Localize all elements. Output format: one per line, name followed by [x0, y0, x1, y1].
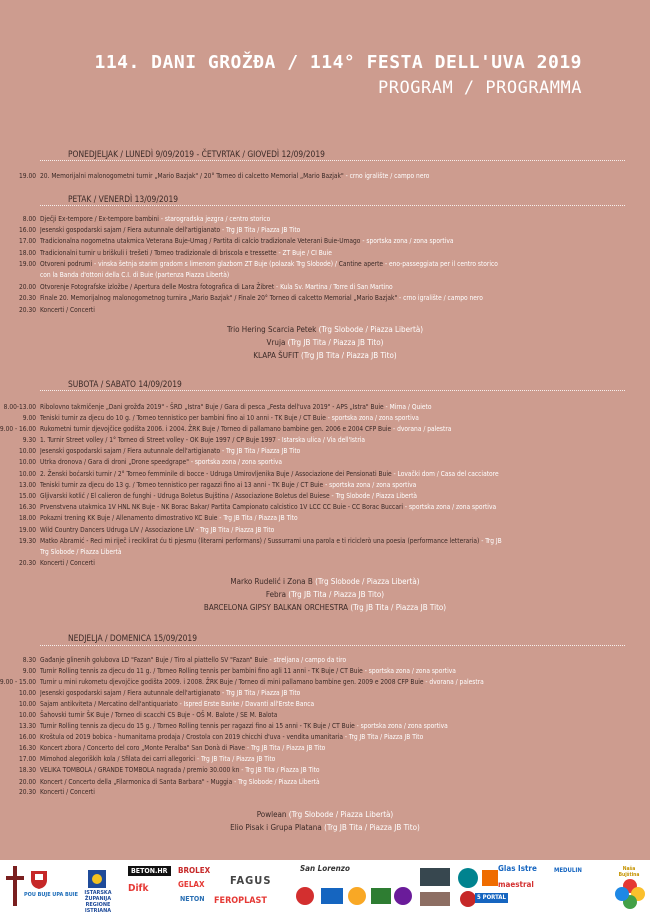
event-place: - crno igralište / campo nero: [343, 172, 430, 180]
event-title: VELIKA TOMBOLA / GRANDE TOMBOLA nagrada / premio 30.000 kn: [40, 766, 240, 774]
event-time: 9.00 - 15.00: [0, 678, 36, 686]
event-place: - Trg JB Tita / Piazza JB Tito: [195, 755, 276, 763]
event-text: [40, 677, 632, 687]
event-place: - Trg JB Tita / Piazza JB Tito: [220, 689, 301, 697]
event-title: Matko Abramić - Reci mi riječ i reciklirat ću ti pjesmu (literarni performans) / Sussurrami una parola e ti riciclerò una poesia (performance letteraria): [40, 537, 480, 545]
event-title: Teniski turnir za djecu do 10 g. / Torneo tennistico per bambini fino ai 10 anni - TK Buje / CT Buie: [40, 414, 326, 422]
event-place: - Trg JB Tita / Piazza JB Tito: [220, 226, 301, 234]
event-row: [0, 721, 650, 731]
event-text: [40, 305, 632, 315]
event-time: 16.00: [19, 733, 36, 741]
event-place: - vinska šetnja starim gradom s limenom glazbom ZT Buje (polazak Trg Slobode) /: [92, 260, 339, 268]
event-time: 19.00: [19, 526, 36, 534]
event-text: [40, 293, 632, 303]
performer-line: [0, 338, 650, 347]
event-title: Kroštula od 2019 bobica - humanitarna prodaja / Crostola con 2019 chicchi d'uva - vendita umanitaria: [40, 733, 343, 741]
event-time: 16.30: [19, 744, 36, 752]
event-text: [40, 236, 632, 246]
sponsor-footer: [0, 860, 650, 918]
event-title: Dječji Ex-tempore / Ex-tempore bambini: [40, 215, 159, 223]
event-place: con la Banda d'ottoni della C.I. di Buie (partenza Piazza Libertà): [40, 271, 230, 279]
maestral-logo: maestral: [498, 880, 534, 889]
event-text: [40, 413, 632, 423]
event-row: [0, 424, 650, 434]
event-text: [40, 699, 632, 709]
event-text: [40, 469, 632, 479]
event-place: - Trg Slobode / Piazza Libertà: [329, 492, 418, 500]
istra-goat-icon: [88, 870, 106, 888]
sponsor-marks-icon: [295, 882, 415, 912]
event-place: - Istarska ulica / Via dell'Istria: [275, 436, 366, 444]
event-title: Otvorenje Fotografske izložbe / Apertura delle Mostra fotografica di Lara Žibret: [40, 283, 275, 291]
performer-name: Febra: [265, 590, 286, 599]
cross-icon: [6, 866, 24, 906]
event-place: - sportska zona / zona sportiva: [323, 481, 417, 489]
event-time: 20.30: [19, 294, 36, 302]
event-time: 9.30: [22, 436, 36, 444]
event-title: Rukometni turnir djevojčice godišta 2006. i 2004. ŽRK Buje / Torneo di pallamano bambine gen. 2006 e 2004 CFP Buie: [40, 425, 392, 433]
event-title: Teniski turnir za djecu do 13 g. / Torneo tennistico per ragazzi fino ai 13 anni - TK Buje / CT Buie: [40, 481, 324, 489]
event-title: Tradicionalna nogometna utakmica Veterana Buje-Umag / Partita di calcio tradizionale Veterani Buie-Umago: [40, 237, 361, 245]
event-text: [40, 513, 632, 523]
event-place: - Lovački dom / Casa del cacciatore: [391, 470, 499, 478]
event-title: Šahovski turnir ŠK Buje / Torneo di scacchi CS Buje - OŠ M. Balote / SE M. Balota: [40, 711, 278, 719]
event-text: [40, 270, 632, 280]
event-time: 18.00: [19, 514, 36, 522]
event-row: [0, 732, 650, 742]
event-row: [0, 655, 650, 665]
event-text: [40, 171, 632, 181]
performer-name: BARCELONA GIPSY BALKAN ORCHESTRA: [203, 603, 349, 612]
performer-name: Vruja: [266, 338, 286, 347]
performer-name: KLAPA ŠUFIT: [253, 351, 299, 360]
event-row: [0, 248, 650, 258]
event-time: 16.30: [19, 503, 36, 511]
event-text: [40, 502, 632, 512]
event-time: 8.00: [22, 215, 36, 223]
glas-istre-logo: Glas Istre: [498, 864, 537, 873]
event-row: [0, 413, 650, 423]
page-title: 114. DANI GROŽĐA / 114° FESTA DELL'UVA 2019: [94, 52, 582, 73]
flower-icon: [614, 878, 646, 910]
event-place: - sportska zona / zona sportiva: [403, 503, 497, 511]
event-title: Otvoreni podrumi: [40, 260, 93, 268]
event-text: [40, 248, 632, 258]
event-text: [40, 435, 632, 445]
event-text: [40, 558, 632, 568]
event-row: [0, 536, 650, 546]
beton-logo: BETON.HR: [128, 866, 171, 876]
event-title: 1. Turnir Street volley / 1° Torneo di Street volley - OK Buje 1997 / CP Buje 1997: [40, 436, 276, 444]
event-row: [0, 491, 650, 501]
city-shield-icon: [30, 870, 48, 890]
event-time: 20.30: [19, 788, 36, 796]
event-text: [40, 536, 632, 546]
event-text: [40, 710, 632, 720]
event-place: - Trg JB Tita / Piazza JB Tito: [245, 744, 326, 752]
event-row: [0, 710, 650, 720]
event-title: Koncert zbora / Concerto del coro „Monte Peralba" San Donà di Piave: [40, 744, 246, 752]
event-title: Turnir u mini rukometu djevojčice godišta 2009. i 2008. ŽRK Buje / Torneo di mini pallamano bambine gen. 2009 e 2008 CFP Buie: [40, 678, 424, 686]
event-text: [40, 282, 632, 292]
event-row: [0, 293, 650, 303]
feroplast-logo: FEROPLAST: [214, 896, 267, 906]
event-title: Gljivarski kotlić / El calieron de funghi - Udruga Boletus Bujština / Associazione Boletus del Buiese: [40, 492, 330, 500]
event-row: [0, 765, 650, 775]
event-time: 8.30: [22, 656, 36, 664]
performer-line: [0, 823, 650, 832]
event-text: [40, 547, 632, 557]
event-title: Jesenski gospodarski sajam / Fiera autunnale dell'artigianato: [40, 447, 221, 455]
event-text: [40, 446, 632, 456]
event-row: [0, 214, 650, 224]
event-time: 13.30: [19, 722, 36, 730]
event-place: - Trg JB Tita / Piazza JB Tito: [220, 447, 301, 455]
event-time: 9.00 - 16.00: [0, 425, 36, 433]
event-text: [40, 480, 632, 490]
event-time: 18.00: [19, 249, 36, 257]
event-row: [0, 225, 650, 235]
event-row: [0, 480, 650, 490]
event-place: - Trg JB Tita / Piazza JB Tito: [194, 526, 275, 534]
event-title: Gađanje glinenih golubova LD "Fazan" Buje / Tiro al piattello SV "Fazan" Buie: [40, 656, 268, 664]
event-place: - sportska zona / zona sportiva: [325, 414, 419, 422]
event-time: 9.00: [22, 414, 36, 422]
event-text: [40, 214, 632, 224]
event-time: 10.00: [19, 470, 36, 478]
event-row: [0, 446, 650, 456]
event-place: - crno igralište / campo nero: [397, 294, 483, 302]
event-row: [0, 402, 650, 412]
event-time: 19.30: [19, 537, 36, 545]
event-row: [0, 282, 650, 292]
event-row: [0, 699, 650, 709]
performer-name: Trio Hering Scarcia Petek: [226, 325, 317, 334]
event-title-2: Cantine aperte: [338, 260, 384, 268]
event-row: [0, 787, 650, 797]
event-row: [0, 457, 650, 467]
event-text: [40, 777, 632, 787]
event-time: 19.00: [19, 172, 36, 180]
event-title: Turnir Rolling tennis za djecu do 11 g. / Torneo Rolling tennis per bambini fino agli 11 anni - TK Buje / CT Buie: [40, 667, 363, 675]
event-place: - dvorana / palestra: [423, 678, 484, 686]
event-row: [0, 305, 650, 315]
event-title: Mimohod alegoriških kola / Sfilata dei carri allegorici: [40, 755, 196, 763]
performer-line: [0, 590, 650, 599]
event-time: 18.30: [19, 766, 36, 774]
event-title: Prvenstvena utakmica 1V HNL NK Buje - NK Borac Bakar/ Partita Campionato calcistico 1V LCC CC Buie - CC Borac Buccari: [40, 503, 404, 511]
event-title: Ribolovno takmičenje „Dani grožđa 2019" - ŠRD „Istra" Buje / Gara di pesca „Festa dell'uva 2019" - APS „Istra" Buie: [40, 403, 384, 411]
event-place: - starogradska jezgra / centro storico: [158, 215, 271, 223]
event-text: [40, 743, 632, 753]
event-time: 19.00: [19, 260, 36, 268]
divider: [40, 390, 625, 391]
divider: [40, 160, 625, 161]
neton-logo: NETON: [180, 895, 205, 903]
event-time: 9.00: [22, 667, 36, 675]
event-title: Koncerti / Concerti: [40, 306, 95, 314]
performer-name: Powlean: [256, 810, 287, 819]
event-place: - Mirna / Quieto: [383, 403, 432, 411]
performer-line: [0, 603, 650, 612]
brolex-logo: BROLEX: [178, 866, 211, 875]
event-row: [0, 469, 650, 479]
event-text: [40, 525, 632, 535]
event-title: Tradicionalni turnir u briškuli i trešeti / Torneo tradizionale di briscola e tressette: [40, 249, 277, 257]
event-place: - Kula Sv. Martina / Torre di San Martino: [274, 283, 393, 291]
divider: [40, 205, 625, 206]
event-time: 20.00: [19, 283, 36, 291]
event-row: [0, 435, 650, 445]
event-row: [0, 236, 650, 246]
event-place: Trg Slobode / Piazza Libertà: [40, 548, 122, 556]
event-row: [0, 259, 650, 269]
event-title: Jesenski gospodarski sajam / Fiera autunnale dell'artigianato: [40, 226, 221, 234]
event-time: 20.30: [19, 306, 36, 314]
event-title: Koncert / Concerto della „Filarmonica di Santa Barbara" - Muggia: [40, 778, 233, 786]
event-text: [40, 424, 632, 434]
event-place: - streljana / campo da tiro: [267, 656, 347, 664]
event-title: 20. Memorijalni malonogometni turnir „Mario Bazjak" / 20° Torneo di calcetto Memorial „Mario Bazjak": [40, 172, 344, 180]
event-place: - dvorana / palestra: [391, 425, 452, 433]
event-place: - Trg JB: [479, 537, 502, 545]
event-row: [0, 754, 650, 764]
day-heading: PETAK / VENERDÌ 13/09/2019: [68, 194, 179, 204]
event-place: - sportska zona / zona sportiva: [188, 458, 282, 466]
portal-logo: 5 PORTAL: [477, 894, 506, 901]
performer-line: [0, 577, 650, 586]
performer-place: (Trg JB Tita / Piazza JB Tito): [285, 338, 384, 347]
event-row: [0, 547, 650, 557]
event-time: 10.00: [19, 458, 36, 466]
day-heading: SUBOTA / SABATO 14/09/2019: [68, 379, 182, 389]
event-row: [0, 666, 650, 676]
event-time: 10.00: [19, 447, 36, 455]
performer-place: (Trg Slobode / Piazza Libertà): [286, 810, 394, 819]
event-title: Koncerti / Concerti: [40, 559, 95, 567]
event-time: 13.00: [19, 481, 36, 489]
event-title: Koncerti / Concerti: [40, 788, 95, 796]
event-time: 17.00: [19, 755, 36, 763]
event-row: [0, 270, 650, 280]
performer-place: (Trg Slobode / Piazza Libertà): [312, 577, 420, 586]
event-text: [40, 765, 632, 775]
performer-line: [0, 325, 650, 334]
medulin-logo: MEDULIN: [554, 867, 582, 874]
event-row: [0, 558, 650, 568]
divider: [40, 645, 625, 646]
gelax-logo: GELAX: [178, 880, 205, 889]
event-text: [40, 457, 632, 467]
event-time: 10.00: [19, 689, 36, 697]
event-text: [40, 225, 632, 235]
performer-place: (Trg JB Tita / Piazza JB Tito): [348, 603, 447, 612]
pou-buje-logo: POU BUJE UPA BUIE: [24, 892, 78, 898]
event-time: 16.00: [19, 226, 36, 234]
event-text: [40, 787, 632, 797]
performer-line: [0, 810, 650, 819]
nasa-bujstina-logo: Naša Bujština: [618, 866, 640, 878]
event-text: [40, 259, 632, 269]
event-row: [0, 777, 650, 787]
day-heading: PONEDJELJAK / LUNEDÌ 9/09/2019 - ČETVRTAK / GIOVEDÌ 12/09/2019: [68, 149, 325, 159]
event-place: - sportska zona / zona sportiva: [360, 237, 454, 245]
event-place: - Trg Slobode / Piazza Libertà: [232, 778, 320, 786]
fagus-logo: FAGUS: [230, 874, 272, 887]
event-row: [0, 513, 650, 523]
event-text: [40, 721, 632, 731]
performer-place: (Trg JB Tita / Piazza JB Tito): [321, 823, 420, 832]
event-place: - sportska zona / zona sportiva: [354, 722, 448, 730]
event-text: [40, 402, 632, 412]
sponsor-marks-icon-2: [420, 866, 500, 910]
event-text: [40, 754, 632, 764]
event-title: Finale 20. Memorijalnog malonogometnog turnira „Mario Bazjak" / Finale 20° Torneo di calcetto Memorial „Mario Bazjak": [40, 294, 398, 302]
performer-place: (Trg Slobode / Piazza Libertà): [316, 325, 424, 334]
performer-name: Marko Rudelić i Zona B: [230, 577, 313, 586]
performer-place: (Trg JB Tita / Piazza JB Tito): [286, 590, 385, 599]
event-time: 10.00: [19, 711, 36, 719]
event-text: [40, 666, 632, 676]
event-title: Jesenski gospodarski sajam / Fiera autunnale dell'artigianato: [40, 689, 221, 697]
event-row: [0, 677, 650, 687]
event-row: [0, 525, 650, 535]
event-title: 2. Ženski boćarski turnir / 2° Torneo femminile di bocce - Udruga Umirovljenika Buje / Associazione dei Pensionati Buie: [40, 470, 392, 478]
event-time: 17.00: [19, 237, 36, 245]
day-heading: NEDJELJA / DOMENICA 15/09/2019: [68, 633, 198, 643]
event-place: - Trg JB Tita / Piazza JB Tito: [343, 733, 424, 741]
event-place: - Trg JB Tita / Piazza JB Tito: [217, 514, 298, 522]
difk-logo: Difk: [128, 883, 149, 894]
event-time: 20.30: [19, 559, 36, 567]
event-text: [40, 655, 632, 665]
event-place: - ZT Buje / CI Buie: [276, 249, 332, 257]
event-title: Pokazni trening KK Buje / Allenamento dimostrativo KC Buie: [40, 514, 218, 522]
event-time: 8.00-13.00: [3, 403, 36, 411]
event-title: Sajam antikviteta / Mercatino dell'antiquariato: [40, 700, 178, 708]
performer-name: Elio Pisak i Grupa Platana: [230, 823, 322, 832]
event-title: Utrka dronova / Gara di droni „Drone speedgrape": [40, 458, 189, 466]
event-title: Turnir Rolling tennis za djecu do 15 g. / Torneo Rolling tennis per ragazzi fino ai 15 anni - TK Buje / CT Buie: [40, 722, 355, 730]
event-place: - Trg JB Tita / Piazza JB Tito: [239, 766, 320, 774]
performer-line: [0, 351, 650, 360]
event-place: - sportska zona / zona sportiva: [362, 667, 456, 675]
event-place-2: - eno-passeggiata per il centro storico: [383, 260, 498, 268]
event-row: [0, 171, 650, 181]
event-row: [0, 688, 650, 698]
san-lorenzo-logo: San Lorenzo: [300, 864, 350, 873]
event-time: 15.00: [19, 492, 36, 500]
event-text: [40, 491, 632, 501]
istria-logo: ISTARSKA ŽUPANIJA REGIONE ISTRIANA: [84, 890, 112, 914]
event-place: - Ispred Erste Banke / Davanti all'Erste Banca: [177, 700, 315, 708]
page-subtitle: PROGRAM / PROGRAMMA: [378, 78, 582, 98]
event-row: [0, 743, 650, 753]
event-time: 20.00: [19, 778, 36, 786]
performer-place: (Trg JB Tita / Piazza JB Tito): [298, 351, 397, 360]
event-text: [40, 688, 632, 698]
event-title: Wild Country Dancers Udruga LIV / Associazione LIV: [40, 526, 195, 534]
event-row: [0, 502, 650, 512]
event-text: [40, 732, 632, 742]
event-time: 10.00: [19, 700, 36, 708]
